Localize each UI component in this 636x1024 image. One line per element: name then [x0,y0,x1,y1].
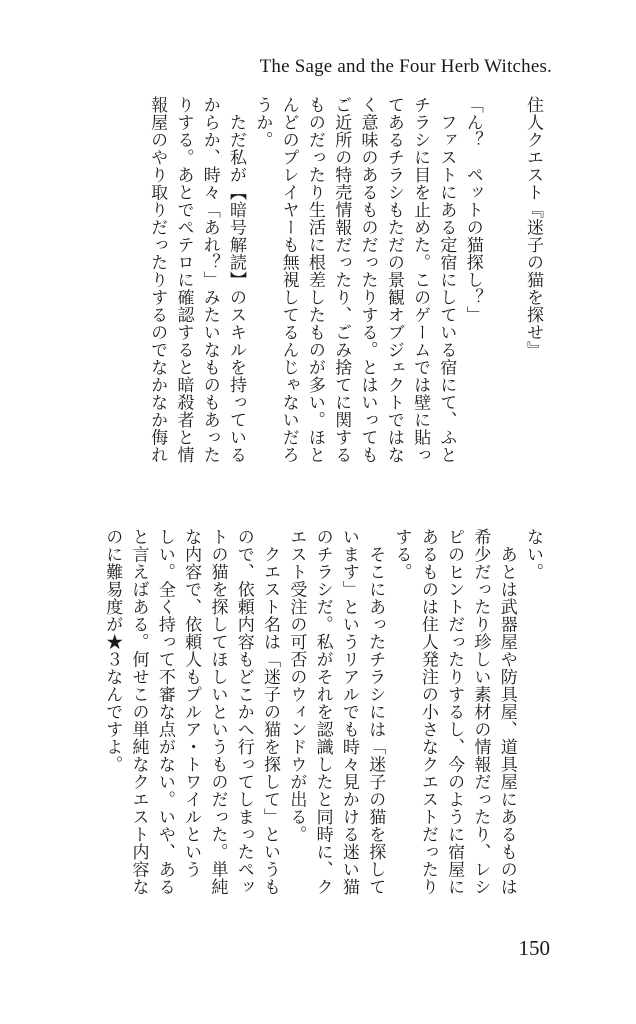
text-column: と言えばある。何せこの単純なクエスト内容な [128,528,149,896]
text-column: のチラシだ。私がそれを認識したと同時に、ク [312,528,333,896]
page-number: 150 [518,936,550,960]
text-column: な内容で、依頼人もプルア・トワイルという [181,528,202,878]
text-column: ただ私が【暗号解読】のスキルを持っている [226,96,247,464]
text-column: そこにあったチラシには「迷子の猫を探して [365,528,386,896]
text-column: あとは武器屋や防具屋、道具屋にあるものは [496,528,517,896]
text-column: しい。全く持って不審な点がない。いや、ある [154,528,175,896]
text-column: ない。 [523,528,543,581]
text-column: ピのヒントだったりするし、今のように宿屋に [444,528,465,896]
text-block-bottom [66,528,546,946]
text-column: 希少だったり珍しい素材の情報だったり、レシ [470,528,491,896]
text-block-top [66,96,546,514]
quest-heading: 住人クエスト『迷子の猫を探せ』 [523,96,543,359]
text-column: います」というリアルでも時々見かける迷い猫 [338,528,359,896]
text-column: りする。あとでペテロに確認すると暗殺者と情 [173,96,194,464]
text-column: く意味のあるものだったりする。とはいっても [357,96,378,464]
text-column: あるものは住人発注の小さなクエストだったり [417,528,438,896]
text-column: 報屋のやり取りだったりするのでなかなか侮れ [147,96,168,464]
text-column: クエスト名は「迷子の猫を探して」というも [260,528,281,896]
text-column: トの猫を探してほしいというものだった。単純 [207,528,228,896]
text-column: ので、依頼内容もどこかへ行ってしまったペッ [233,528,254,896]
text-column: てあるチラシもただの景観オブジェクトではな [383,96,404,464]
running-title: The Sage and the Four Herb Witches. [259,56,552,77]
text-column: のに難易度が★３なんですよ。 [102,528,123,773]
text-column: ご近所の特売情報だったり、ごみ捨てに関する [331,96,352,464]
text-column: 「ん？ ペットの猫探し？」 [462,96,483,324]
text-column: からか、時々「あれ？」みたいなものもあった [199,96,220,464]
text-column: ものだったり生活に根差したものが多い。ほと [304,96,325,464]
text-column: する。 [391,528,412,581]
text-column: エスト受注の可否のウィンドウが出る。 [286,528,307,843]
text-column: んどのプレイヤーも無視してるんじゃないだろ [278,96,299,464]
text-column: ファストにある定宿にしている宿にて、ふと [436,96,457,464]
text-column: チラシに目を止めた。このゲームでは壁に貼っ [410,96,431,464]
text-column: うか。 [252,96,273,149]
